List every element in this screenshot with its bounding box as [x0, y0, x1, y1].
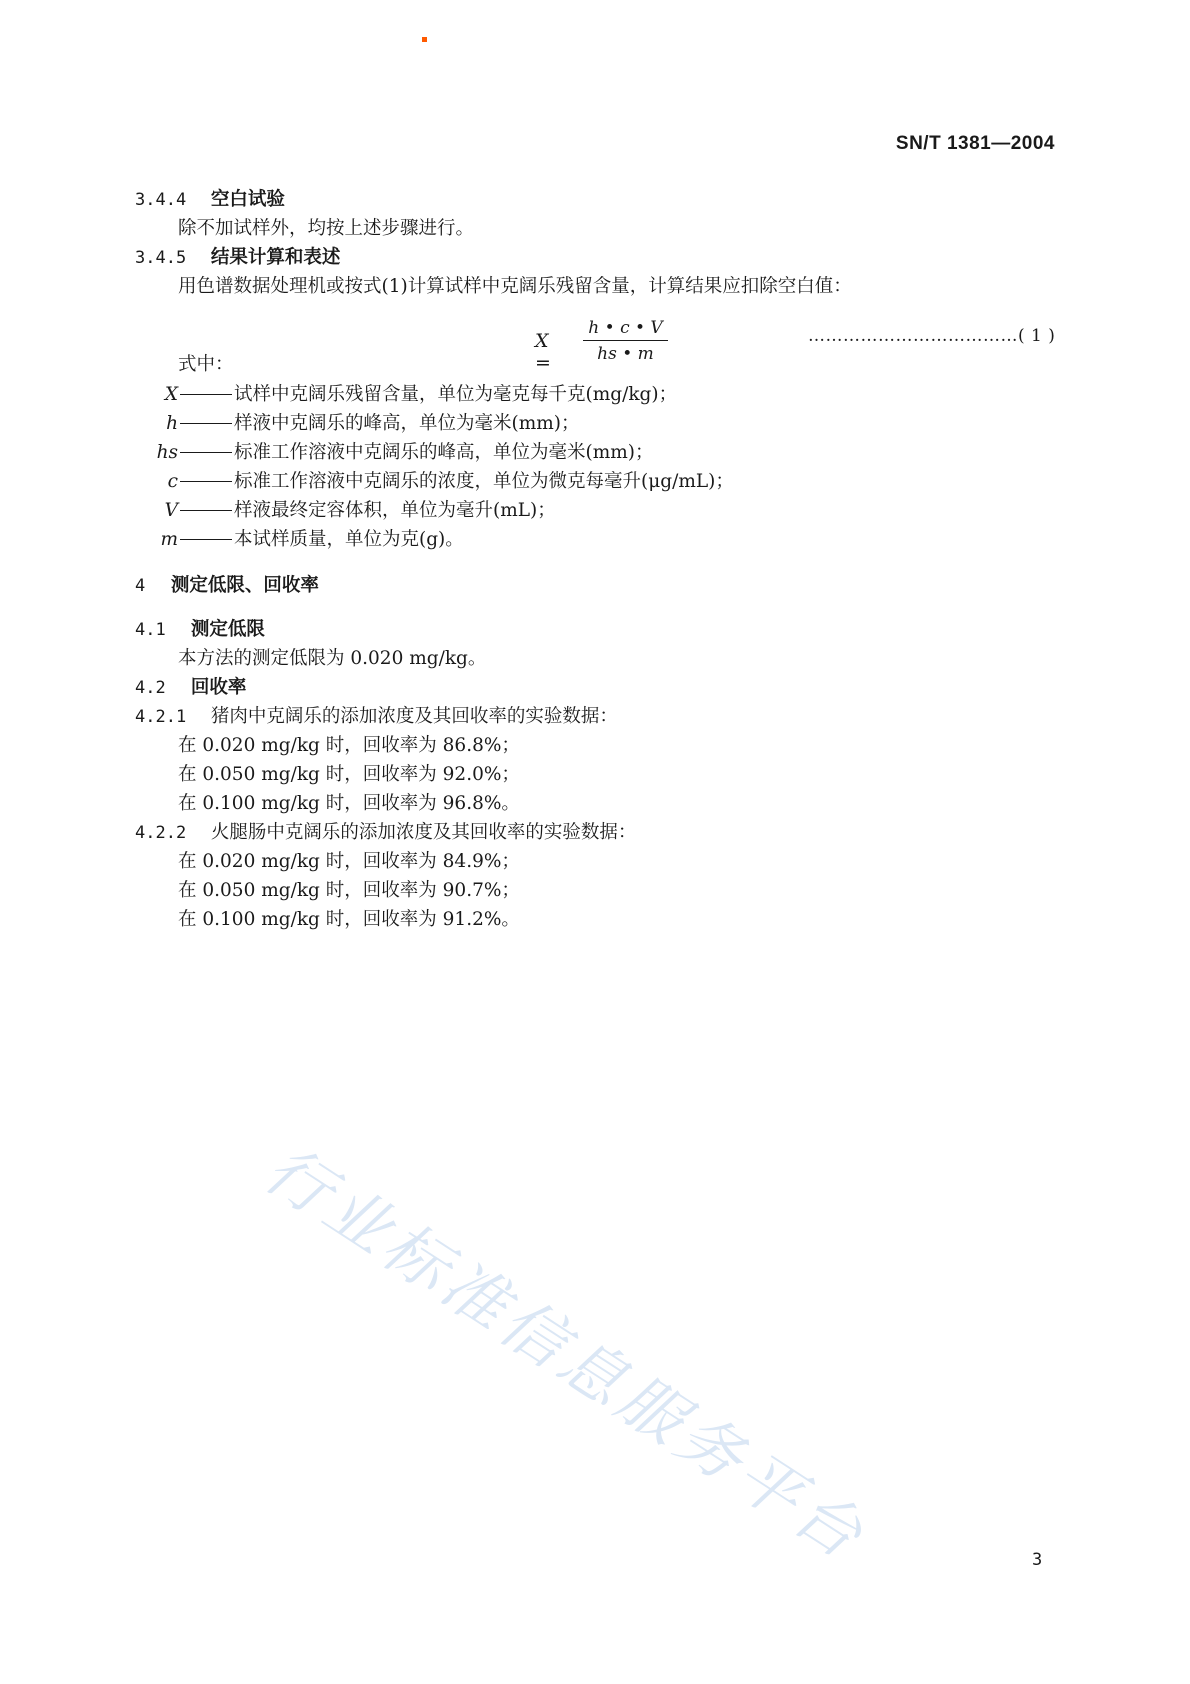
page-number: 3	[1032, 1550, 1043, 1570]
variable-row	[130, 411, 580, 437]
variable-symbol: X	[164, 384, 178, 405]
formula-denominator: hs • m	[597, 344, 654, 364]
section-number: 4.1	[135, 620, 166, 640]
variable-desc: 样液中克阔乐的峰高，单位为毫米(mm)；	[234, 413, 580, 434]
variable-desc: 标准工作溶液中克阔乐的浓度，单位为微克每毫升(μg/mL)；	[234, 471, 734, 492]
formula-fraction	[583, 316, 668, 367]
watermark: 行业标准信息服务平台	[251, 1132, 879, 1576]
section-number: 4.2.2	[135, 823, 187, 843]
section-4-2-2-heading	[135, 820, 636, 846]
section-title: 回收率	[190, 677, 247, 698]
section-title: 猪肉中克阔乐的添加浓度及其回收率的实验数据：	[210, 706, 618, 727]
section-number: 4.2.1	[135, 707, 187, 727]
variable-symbol: c	[167, 471, 178, 492]
variable-symbol: V	[164, 500, 178, 521]
formula-dots: ………………………………	[808, 326, 1018, 346]
variable-row	[130, 440, 654, 466]
variable-desc: 样液最终定容体积，单位为毫升(mL)；	[234, 500, 556, 521]
variable-row	[130, 498, 556, 524]
section-title: 结果计算和表述	[210, 247, 341, 268]
list-item: 在 0.050 mg/kg 时，回收率为 92.0%；	[178, 764, 520, 785]
section-title: 测定低限	[190, 619, 265, 640]
section-3-4-5-text: 用色谱数据处理机或按式(1)计算试样中克阔乐残留含量，计算结果应扣除空白值：	[178, 276, 852, 297]
variable-desc: 试样中克阔乐残留含量，单位为毫克每千克(mg/kg)；	[234, 384, 678, 405]
section-3-4-4-text: 除不加试样外，均按上述步骤进行。	[178, 218, 475, 239]
variable-symbol: h	[166, 413, 178, 434]
formula-numerator: h • c • V	[583, 316, 668, 341]
orange-marker	[422, 37, 427, 42]
list-item: 在 0.020 mg/kg 时，回收率为 84.9%；	[178, 851, 520, 872]
list-item: 在 0.020 mg/kg 时，回收率为 86.8%；	[178, 735, 520, 756]
formula-label: ( 1 )	[1018, 326, 1056, 346]
where-label: 式中：	[178, 354, 234, 375]
em-dash	[180, 481, 232, 482]
section-number: 3.4.4	[135, 190, 187, 210]
list-item: 在 0.050 mg/kg 时，回收率为 90.7%；	[178, 880, 520, 901]
variable-row	[130, 382, 677, 408]
em-dash	[180, 510, 232, 511]
section-number: 3.4.5	[135, 248, 187, 268]
variable-row	[130, 527, 464, 553]
section-title: 空白试验	[210, 189, 285, 210]
section-3-4-4-heading	[135, 187, 285, 213]
em-dash	[180, 452, 232, 453]
variable-desc: 本试样质量，单位为克(g)。	[234, 529, 464, 550]
section-title: 火腿肠中克阔乐的添加浓度及其回收率的实验数据：	[210, 822, 637, 843]
variable-symbol: m	[160, 529, 178, 550]
section-number: 4	[135, 576, 146, 596]
section-title: 测定低限、回收率	[170, 575, 319, 596]
standard-number: SN/T 1381—2004	[895, 133, 1055, 154]
section-number: 4.2	[135, 678, 166, 698]
em-dash	[180, 539, 232, 540]
em-dash	[180, 423, 232, 424]
em-dash	[180, 394, 232, 395]
list-item: 在 0.100 mg/kg 时，回收率为 96.8%。	[178, 793, 520, 814]
variable-symbol: hs	[156, 442, 178, 463]
variable-desc: 标准工作溶液中克阔乐的峰高，单位为毫米(mm)；	[234, 442, 654, 463]
section-4-1-heading	[135, 617, 265, 643]
section-4-2-heading	[135, 675, 246, 701]
section-4-heading	[135, 573, 319, 599]
section-3-4-5-heading	[135, 245, 340, 271]
section-4-2-1-heading	[135, 704, 618, 730]
list-item: 在 0.100 mg/kg 时，回收率为 91.2%。	[178, 909, 520, 930]
formula-lhs: X =	[535, 330, 551, 374]
formula-leader	[808, 326, 1055, 346]
section-4-1-text: 本方法的测定低限为 0.020 mg/kg。	[178, 648, 487, 669]
variable-row	[130, 469, 734, 495]
